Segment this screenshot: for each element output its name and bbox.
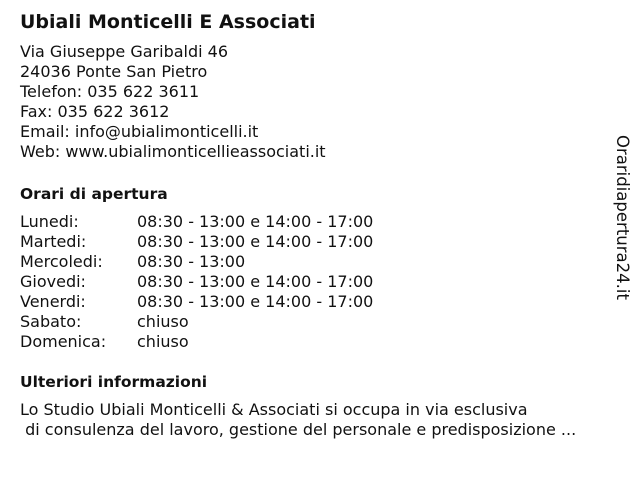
hours-day: Venerdi: [20,292,86,311]
hours-time: chiuso [137,332,189,351]
hours-day: Domenica: [20,332,107,351]
hours-day: Martedi: [20,232,87,251]
hours-day: Lunedi: [20,212,79,231]
hours-row-tuesday [20,232,620,252]
address-street: Via Giuseppe Garibaldi 46 [20,42,229,61]
hours-row-saturday [20,312,620,332]
site-watermark: Oraridiapertura24.it [613,135,632,300]
further-info-heading: Ulteriori informazioni [20,373,208,391]
hours-row-wednesday [20,252,620,272]
phone-line: Telefon: 035 622 3611 [20,82,200,101]
hours-time: 08:30 - 13:00 e 14:00 - 17:00 [137,272,374,291]
fax-line: Fax: 035 622 3612 [20,102,170,121]
hours-time: 08:30 - 13:00 e 14:00 - 17:00 [137,292,374,311]
description-line: Lo Studio Ubiali Monticelli & Associati si occupa in via esclusiva [20,400,528,419]
hours-time: 08:30 - 13:00 e 14:00 - 17:00 [137,212,374,231]
business-card [20,10,620,440]
hours-row-sunday [20,332,620,352]
hours-day: Sabato: [20,312,82,331]
hours-row-monday [20,212,620,232]
hours-day: Mercoledi: [20,252,103,271]
business-name: Ubiali Monticelli E Associati [20,11,316,33]
web-line: Web: www.ubialimonticellieassociati.it [20,142,326,161]
contact-block [20,42,620,162]
address-city: 24036 Ponte San Pietro [20,62,208,81]
opening-hours-heading: Orari di apertura [20,185,168,203]
hours-day: Giovedi: [20,272,86,291]
opening-hours-table [20,212,620,352]
description-block [20,400,620,440]
hours-row-thursday [20,272,620,292]
hours-row-friday [20,292,620,312]
description-line: di consulenza del lavoro, gestione del personale e predisposizione ... [20,420,577,439]
hours-time: 08:30 - 13:00 [137,252,246,271]
hours-time: chiuso [137,312,189,331]
hours-time: 08:30 - 13:00 e 14:00 - 17:00 [137,232,374,251]
email-line: Email: info@ubialimonticelli.it [20,122,259,141]
